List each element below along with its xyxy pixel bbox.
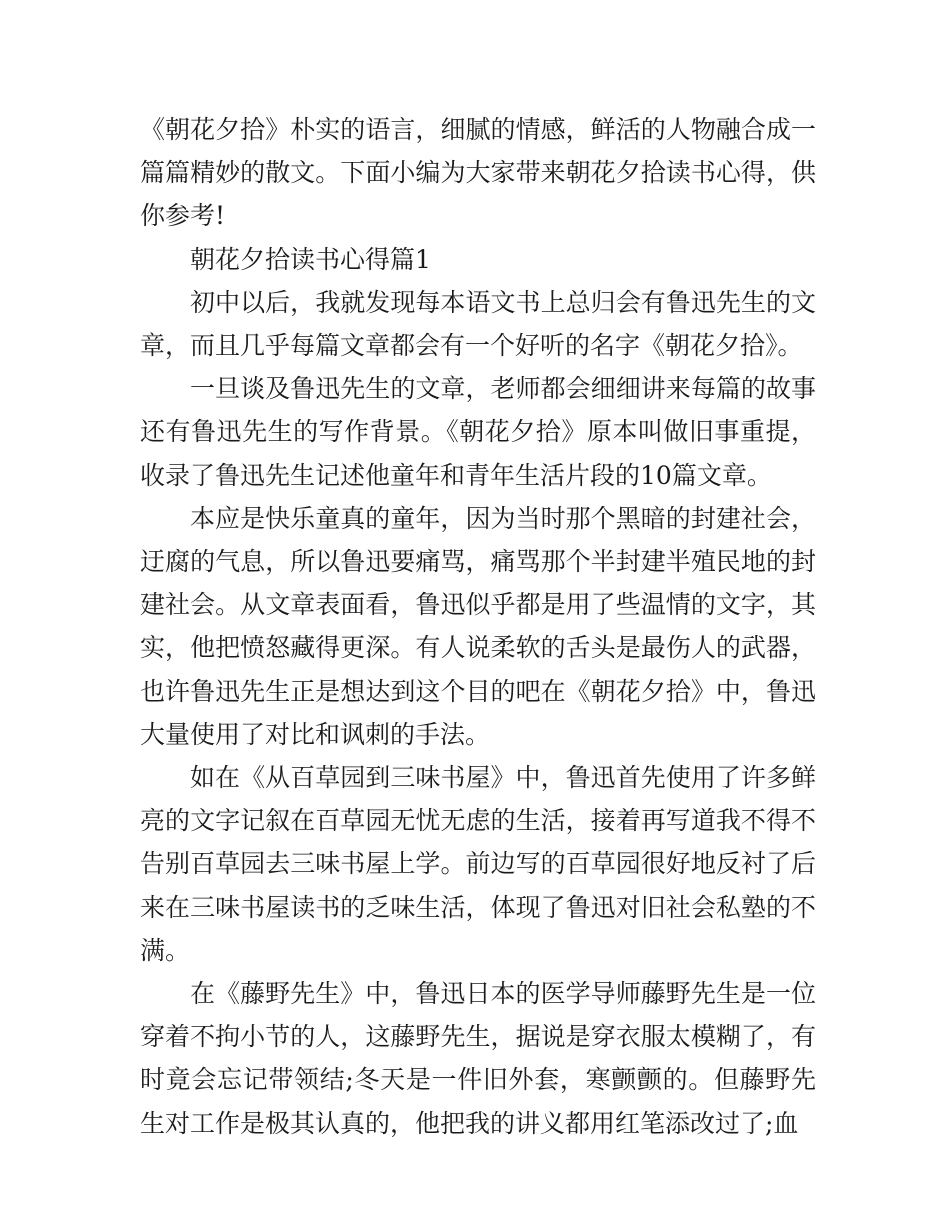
body-paragraph: 本应是快乐童真的童年，因为当时那个黑暗的封建社会，迂腐的气息，所以鲁迅要痛骂，痛骂那个半封建半殖民地的封建社会。从文章表面看，鲁迅似乎都是用了些温情的文字，其实，他把愤怒藏得更深。有人说柔软的舌头是最伤人的武器，也许鲁迅先生正是想达到这个目的吧在《朝花夕拾》中，鲁迅大量使用了对比和讽刺的手法。	[140, 503, 816, 749]
section-heading: 朝花夕拾读书心得篇1	[190, 244, 431, 274]
body-paragraph: 初中以后，我就发现每本语文书上总归会有鲁迅先生的文章，而且几乎每篇文章都会有一个好听的名字《朝花夕拾》。	[140, 287, 816, 361]
document-body	[140, 108, 816, 1145]
intro-paragraph: 《朝花夕拾》朴实的语言，细腻的情感，鲜活的人物融合成一篇篇精妙的散文。下面小编为大家带来朝花夕拾读书心得，供你参考!	[140, 115, 816, 231]
body-paragraph: 在《藤野先生》中，鲁迅日本的医学导师藤野先生是一位穿着不拘小节的人，这藤野先生，据说是穿衣服太模糊了，有时竟会忘记带领结;冬天是一件旧外套，寒颤颤的。但藤野先生对工作是极其认真的，他把我的讲义都用红笔添改过了;血	[140, 979, 816, 1138]
body-paragraph: 一旦谈及鲁迅先生的文章，老师都会细细讲来每篇的故事还有鲁迅先生的写作背景。《朝花夕拾》原本叫做旧事重提，收录了鲁迅先生记述他童年和青年生活片段的10篇文章。	[140, 374, 816, 490]
body-paragraph: 如在《从百草园到三味书屋》中，鲁迅首先使用了许多鲜亮的文字记叙在百草园无忧无虑的生活，接着再写道我不得不告别百草园去三味书屋上学。前边写的百草园很好地反衬了后来在三味书屋读书的乏味生活，体现了鲁迅对旧社会私塾的不满。	[140, 763, 816, 965]
